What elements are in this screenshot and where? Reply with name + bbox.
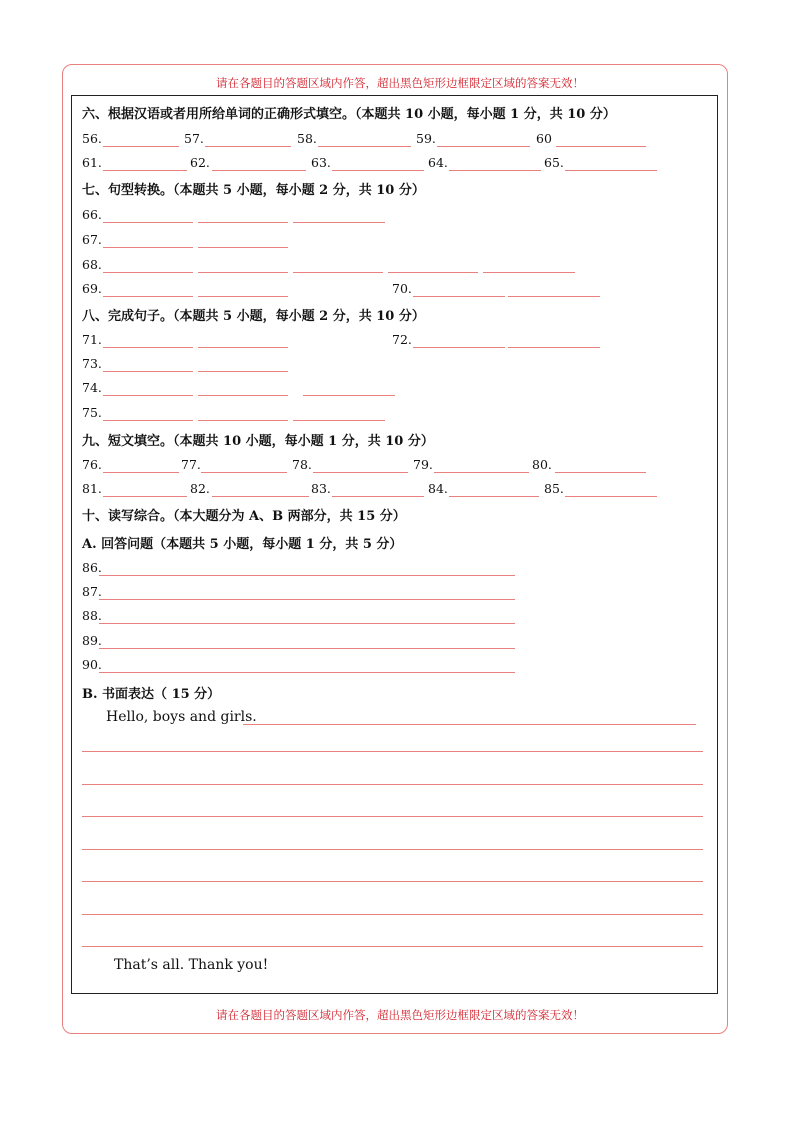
q68-blank-3[interactable] xyxy=(293,272,383,273)
q82-label: 82. xyxy=(190,481,210,496)
q79-blank[interactable] xyxy=(434,472,529,473)
q71-blank-2[interactable] xyxy=(198,347,288,348)
essay-line-6[interactable] xyxy=(82,914,703,915)
q75-blank-1[interactable] xyxy=(103,420,193,421)
q66-blank-3[interactable] xyxy=(293,222,385,223)
q77-blank[interactable] xyxy=(201,472,287,473)
q75-blank-3[interactable] xyxy=(293,420,385,421)
q73-blank-2[interactable] xyxy=(198,371,288,372)
q59-label: 59. xyxy=(416,131,436,146)
q68-label: 68. xyxy=(82,257,102,272)
q56-label: 56. xyxy=(82,131,102,146)
q56-blank[interactable] xyxy=(103,146,179,147)
q81-label: 81. xyxy=(82,481,102,496)
q75-blank-2[interactable] xyxy=(198,420,288,421)
q68-blank-4[interactable] xyxy=(388,272,478,273)
essay-closing: That’s all. Thank you! xyxy=(114,957,269,973)
q87-answer-line[interactable] xyxy=(99,599,515,600)
q62-blank[interactable] xyxy=(212,170,306,171)
q68-blank-1[interactable] xyxy=(103,272,193,273)
part-a-heading: A. 回答问题（本题共 5 小题，每小题 1 分，共 5 分） xyxy=(82,537,403,552)
essay-line-4[interactable] xyxy=(82,849,703,850)
q64-blank[interactable] xyxy=(449,170,541,171)
q66-blank-2[interactable] xyxy=(198,222,288,223)
q69-blank-1[interactable] xyxy=(103,296,193,297)
q61-label: 61. xyxy=(82,155,102,170)
q72-blank-2[interactable] xyxy=(508,347,600,348)
q63-label: 63. xyxy=(311,155,331,170)
q72-label: 72. xyxy=(392,332,412,347)
q75-label: 75. xyxy=(82,405,102,420)
q77-label: 77. xyxy=(181,457,201,472)
q85-blank[interactable] xyxy=(565,496,657,497)
q62-label: 62. xyxy=(190,155,210,170)
q68-blank-5[interactable] xyxy=(483,272,575,273)
essay-line-3[interactable] xyxy=(82,816,703,817)
section-9-heading: 九、短文填空。（本题共 10 小题，每小题 1 分，共 10 分） xyxy=(82,434,434,449)
q78-blank[interactable] xyxy=(313,472,408,473)
q80-label: 80. xyxy=(532,457,552,472)
q57-label: 57. xyxy=(184,131,204,146)
top-notice: 请在各题目的答题区域内作答，超出黑色矩形边框限定区域的答案无效！ xyxy=(216,76,584,90)
q58-blank[interactable] xyxy=(318,146,411,147)
q73-label: 73. xyxy=(82,356,102,371)
q61-blank[interactable] xyxy=(103,170,187,171)
q84-label: 84. xyxy=(428,481,448,496)
q74-blank-3[interactable] xyxy=(303,395,395,396)
q79-label: 79. xyxy=(413,457,433,472)
essay-line-2[interactable] xyxy=(82,784,703,785)
q69-blank-2[interactable] xyxy=(198,296,288,297)
q82-blank[interactable] xyxy=(212,496,309,497)
q86-answer-line[interactable] xyxy=(99,575,515,576)
q58-label: 58. xyxy=(297,131,317,146)
section-10-heading: 十、读写综合。（本大题分为 A、B 两部分，共 15 分） xyxy=(82,509,406,524)
q76-label: 76. xyxy=(82,457,102,472)
q71-label: 71. xyxy=(82,332,102,347)
q60-label: 60 xyxy=(536,131,552,146)
q64-label: 64. xyxy=(428,155,448,170)
q67-blank-1[interactable] xyxy=(103,247,193,248)
q71-blank-1[interactable] xyxy=(103,347,193,348)
q74-blank-1[interactable] xyxy=(103,395,193,396)
q66-label: 66. xyxy=(82,207,102,222)
essay-line-first[interactable] xyxy=(243,724,696,725)
q88-answer-line[interactable] xyxy=(99,623,515,624)
q63-blank[interactable] xyxy=(332,170,424,171)
q60-blank[interactable] xyxy=(556,146,646,147)
q65-label: 65. xyxy=(544,155,564,170)
q86-label: 86. xyxy=(82,560,102,575)
q83-blank[interactable] xyxy=(332,496,424,497)
section-8-heading: 八、完成句子。（本题共 5 小题，每小题 2 分，共 10 分） xyxy=(82,309,425,324)
q90-answer-line[interactable] xyxy=(99,672,515,673)
q72-blank-1[interactable] xyxy=(413,347,505,348)
q59-blank[interactable] xyxy=(437,146,530,147)
q69-label: 69. xyxy=(82,281,102,296)
essay-line-7[interactable] xyxy=(82,946,703,947)
q78-label: 78. xyxy=(292,457,312,472)
q74-label: 74. xyxy=(82,380,102,395)
section-6-heading: 六、根据汉语或者用所给单词的正确形式填空。（本题共 10 小题，每小题 1 分，共 10 分） xyxy=(82,107,616,122)
bottom-notice: 请在各题目的答题区域内作答，超出黑色矩形边框限定区域的答案无效！ xyxy=(216,1008,584,1022)
q88-label: 88. xyxy=(82,608,102,623)
q57-blank[interactable] xyxy=(205,146,291,147)
essay-line-5[interactable] xyxy=(82,881,703,882)
essay-line-1[interactable] xyxy=(82,751,703,752)
q73-blank-1[interactable] xyxy=(103,371,193,372)
q70-blank-2[interactable] xyxy=(508,296,600,297)
q66-blank-1[interactable] xyxy=(103,222,193,223)
q89-answer-line[interactable] xyxy=(99,648,515,649)
q87-label: 87. xyxy=(82,584,102,599)
essay-opening: Hello, boys and girls. xyxy=(106,709,257,725)
q85-label: 85. xyxy=(544,481,564,496)
q70-blank-1[interactable] xyxy=(413,296,505,297)
q90-label: 90. xyxy=(82,657,102,672)
q81-blank[interactable] xyxy=(103,496,187,497)
q84-blank[interactable] xyxy=(449,496,539,497)
q89-label: 89. xyxy=(82,633,102,648)
q83-label: 83. xyxy=(311,481,331,496)
q68-blank-2[interactable] xyxy=(198,272,288,273)
q65-blank[interactable] xyxy=(565,170,657,171)
q67-label: 67. xyxy=(82,232,102,247)
q70-label: 70. xyxy=(392,281,412,296)
q74-blank-2[interactable] xyxy=(198,395,288,396)
section-7-heading: 七、句型转换。（本题共 5 小题，每小题 2 分，共 10 分） xyxy=(82,183,425,198)
q67-blank-2[interactable] xyxy=(198,247,288,248)
q76-blank[interactable] xyxy=(103,472,179,473)
q80-blank[interactable] xyxy=(555,472,646,473)
part-b-heading: B. 书面表达（ 15 分） xyxy=(82,687,221,702)
